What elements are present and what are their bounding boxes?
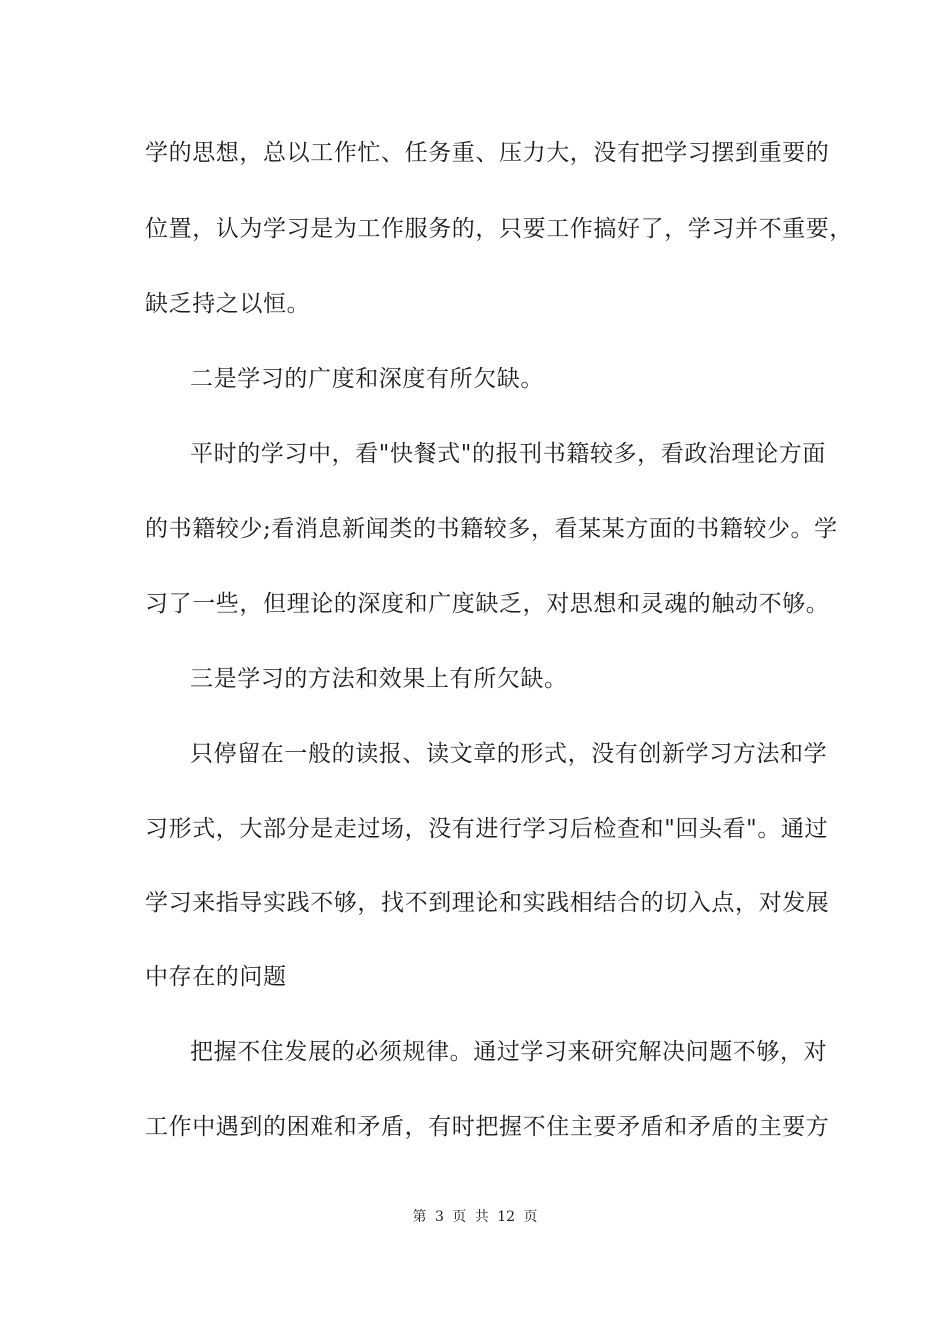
page-number-footer: 第 3 页 共 12 页 — [412, 1209, 538, 1225]
body-text-line: 只停留在一般的读报、读文章的形式，没有创新学习方法和学 — [190, 741, 828, 767]
body-text-line: 缺乏持之以恒。 — [145, 291, 311, 317]
body-text-line: 把握不住发展的必须规律。通过学习来研究解决问题不够，对 — [190, 1039, 828, 1065]
body-text-line: 平时的学习中，看"快餐式"的报刊书籍较多，看政治理论方面 — [190, 441, 826, 467]
body-text-line: 学习来指导实践不够，找不到理论和实践相结合的切入点，对发展 — [145, 890, 830, 916]
body-text-line: 位置，认为学习是为工作服务的，只要工作搞好了，学习并不重要， — [145, 216, 853, 242]
body-text-line: 学的思想，总以工作忙、任务重、压力大，没有把学习摆到重要的 — [145, 140, 830, 166]
body-text-line: 中存在的问题 — [145, 964, 287, 990]
section-heading: 三是学习的方法和效果上有所欠缺。 — [190, 666, 568, 692]
body-text-line: 的书籍较少;看消息新闻类的书籍较多，看某某方面的书籍较少。学 — [145, 516, 838, 542]
body-text-line: 习形式，大部分是走过场，没有进行学习后检查和"回头看"。通过 — [145, 816, 829, 842]
section-heading: 二是学习的广度和深度有所欠缺。 — [190, 366, 544, 392]
body-text-line: 习了一些，但理论的深度和广度缺乏，对思想和灵魂的触动不够。 — [145, 591, 830, 617]
body-text-line: 工作中遇到的困难和矛盾，有时把握不住主要矛盾和矛盾的主要方 — [145, 1114, 830, 1140]
